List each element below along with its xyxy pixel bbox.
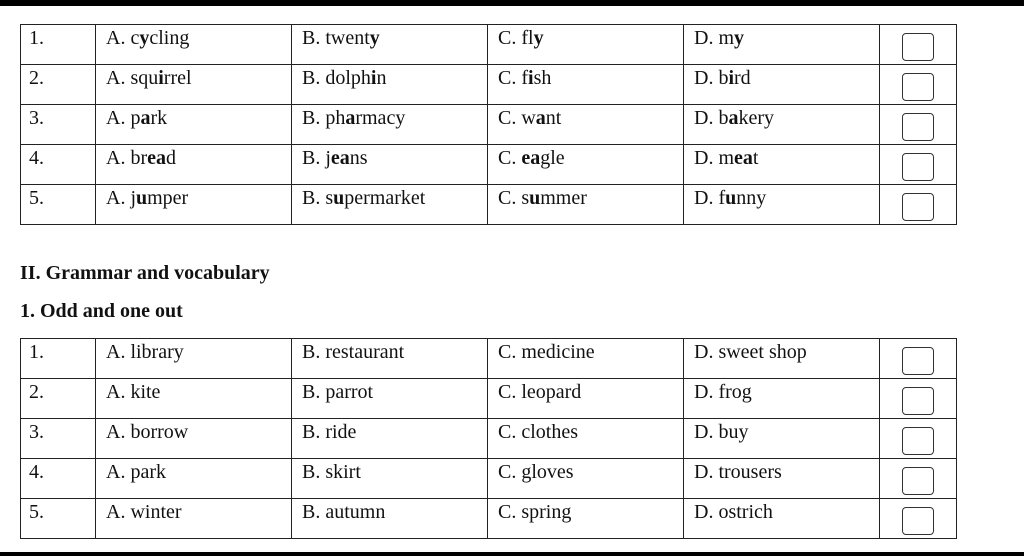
option-a: A. park (96, 105, 292, 145)
question-number: 5. (21, 185, 96, 225)
option-d: D. funny (684, 185, 880, 225)
option-a: A. borrow (96, 419, 292, 459)
option-c: C. fly (488, 25, 684, 65)
option-d: D. meat (684, 145, 880, 185)
option-c: C. leopard (488, 379, 684, 419)
answer-box[interactable] (902, 33, 934, 61)
option-c: C. summer (488, 185, 684, 225)
underlined-sound: ea (734, 147, 753, 169)
underlined-sound: ea (330, 147, 350, 169)
odd-one-out-table (20, 338, 957, 539)
underlined-sound: i (528, 67, 534, 89)
option-a: A. squirrel (96, 65, 292, 105)
option-c: C. spring (488, 499, 684, 539)
option-a: A. jumper (96, 185, 292, 225)
question-number: 3. (21, 419, 96, 459)
underlined-sound: u (136, 187, 148, 209)
answer-box[interactable] (902, 153, 934, 181)
table-row (21, 379, 957, 419)
option-d: D. bakery (684, 105, 880, 145)
question-number: 4. (21, 145, 96, 185)
underlined-sound: y (369, 27, 380, 49)
option-c: C. medicine (488, 339, 684, 379)
option-b: B. twenty (292, 25, 488, 65)
option-a: A. bread (96, 145, 292, 185)
answer-cell (880, 65, 957, 105)
table-row (21, 105, 957, 145)
answer-box[interactable] (902, 73, 934, 101)
option-c: C. gloves (488, 459, 684, 499)
option-a: A. kite (96, 379, 292, 419)
pronunciation-table (20, 24, 957, 225)
underlined-sound: i (370, 67, 377, 89)
answer-cell (880, 499, 957, 539)
answer-cell (880, 25, 957, 65)
table-row (21, 499, 957, 539)
table-row (21, 145, 957, 185)
answer-cell (880, 379, 957, 419)
underlined-sound: u (725, 187, 737, 209)
answer-cell (880, 105, 957, 145)
underlined-sound: a (728, 107, 739, 129)
section-title: II. Grammar and vocabulary (20, 262, 270, 284)
answer-box[interactable] (902, 427, 934, 455)
underlined-sound: y (533, 27, 544, 49)
answer-box[interactable] (902, 467, 934, 495)
option-b: B. jeans (292, 145, 488, 185)
option-b: B. skirt (292, 459, 488, 499)
question-number: 1. (21, 25, 96, 65)
answer-cell (880, 419, 957, 459)
question-number: 1. (21, 339, 96, 379)
option-a: A. cycling (96, 25, 292, 65)
option-b: B. autumn (292, 499, 488, 539)
option-a: A. park (96, 459, 292, 499)
underlined-sound: i (728, 67, 735, 89)
answer-box[interactable] (902, 193, 934, 221)
question-number: 2. (21, 65, 96, 105)
question-number: 2. (21, 379, 96, 419)
answer-cell (880, 339, 957, 379)
bottom-border-line (0, 552, 1024, 556)
option-d: D. bird (684, 65, 880, 105)
option-c: C. fish (488, 65, 684, 105)
option-d: D. trousers (684, 459, 880, 499)
question-number: 4. (21, 459, 96, 499)
answer-cell (880, 185, 957, 225)
option-d: D. buy (684, 419, 880, 459)
option-d: D. frog (684, 379, 880, 419)
exercise-title: 1. Odd and one out (20, 300, 183, 322)
answer-box[interactable] (902, 387, 934, 415)
underlined-sound: ea (521, 147, 541, 169)
answer-box[interactable] (902, 113, 934, 141)
table-row (21, 185, 957, 225)
top-border-bar (0, 0, 1024, 6)
option-b: B. parrot (292, 379, 488, 419)
option-a: A. winter (96, 499, 292, 539)
option-c: C. want (488, 105, 684, 145)
underlined-sound: a (345, 107, 356, 129)
option-c: C. eagle (488, 145, 684, 185)
underlined-sound: u (333, 187, 345, 209)
underlined-sound: a (535, 107, 546, 129)
answer-box[interactable] (902, 347, 934, 375)
table-row (21, 339, 957, 379)
option-b: B. dolphin (292, 65, 488, 105)
question-number: 5. (21, 499, 96, 539)
option-d: D. my (684, 25, 880, 65)
option-b: B. restaurant (292, 339, 488, 379)
option-d: D. ostrich (684, 499, 880, 539)
option-b: B. supermarket (292, 185, 488, 225)
option-b: B. ride (292, 419, 488, 459)
answer-cell (880, 145, 957, 185)
underlined-sound: ea (147, 147, 166, 169)
option-d: D. sweet shop (684, 339, 880, 379)
option-a: A. library (96, 339, 292, 379)
answer-cell (880, 459, 957, 499)
underlined-sound: a (140, 107, 151, 129)
underlined-sound: i (158, 67, 164, 89)
table-row (21, 459, 957, 499)
option-b: B. pharmacy (292, 105, 488, 145)
table-row (21, 65, 957, 105)
question-number: 3. (21, 105, 96, 145)
underlined-sound: u (529, 187, 541, 209)
underlined-sound: y (139, 27, 150, 49)
answer-box[interactable] (902, 507, 934, 535)
option-c: C. clothes (488, 419, 684, 459)
underlined-sound: y (734, 27, 744, 49)
table-row (21, 419, 957, 459)
table-row (21, 25, 957, 65)
